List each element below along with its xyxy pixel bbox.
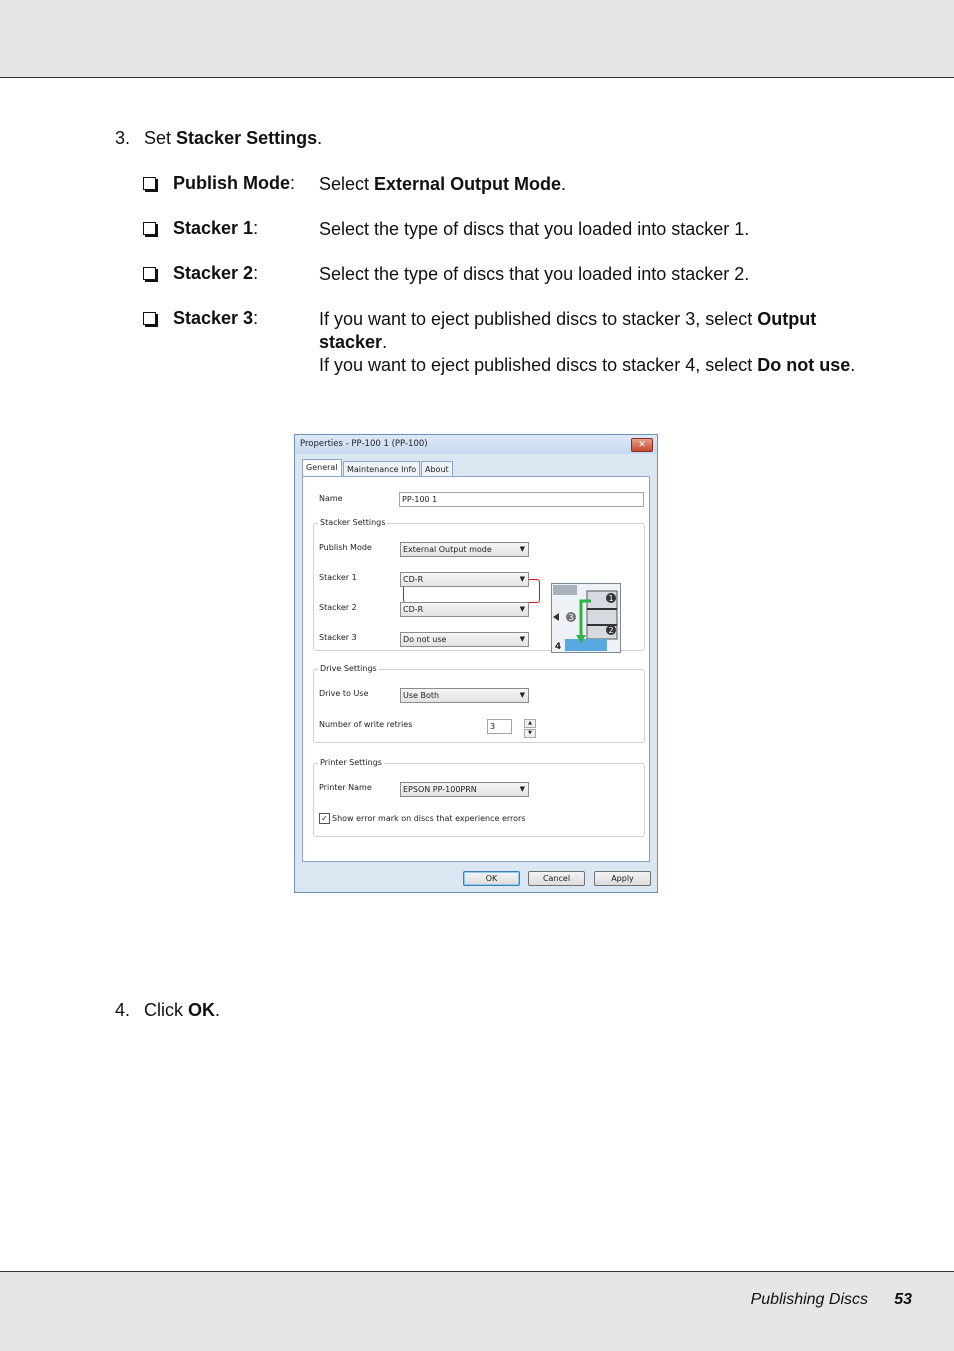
page-header-band <box>0 0 954 78</box>
printer-settings-group <box>313 758 645 837</box>
diagram-number: 3 <box>568 613 574 622</box>
stacker2-select[interactable]: CD-R ▼ <box>400 602 529 617</box>
tab-maintenance-info[interactable]: Maintenance Info <box>343 461 420 477</box>
drive-to-use-label: Drive to Use <box>319 689 369 698</box>
printer-name-label: Printer Name <box>319 783 372 792</box>
setting-label: Stacker 1: <box>173 218 259 238</box>
write-retries-input[interactable]: 3 <box>487 719 512 734</box>
retries-spinner[interactable] <box>524 719 535 736</box>
dialog-titlebar <box>295 435 657 454</box>
step-text: Set <box>144 128 177 148</box>
stacker1-label: Stacker 1 <box>319 573 357 582</box>
chevron-down-icon: ▼ <box>519 545 525 553</box>
checkbox-bullet-icon <box>143 222 156 235</box>
apply-button[interactable]: Apply <box>594 871 651 886</box>
group-title: Drive Settings <box>320 664 377 673</box>
group-title: Stacker Settings <box>320 518 386 527</box>
setting-description: Select External Output Mode. <box>319 174 567 194</box>
spin-down-icon[interactable]: ▼ <box>524 729 536 738</box>
stacker-diagram <box>551 583 621 653</box>
chevron-down-icon: ▼ <box>519 691 525 699</box>
name-input[interactable]: PP-100 1 <box>399 492 644 507</box>
publish-mode-label: Publish Mode <box>319 543 372 552</box>
step-text-end: . <box>317 128 323 148</box>
step-bold-text: OK <box>188 1000 215 1020</box>
stacker3-label: Stacker 3 <box>319 633 357 642</box>
step-4 <box>115 1000 220 1021</box>
drive-to-use-select[interactable]: Use Both ▼ <box>400 688 529 703</box>
ok-button[interactable]: OK <box>463 871 520 886</box>
cancel-button[interactable]: Cancel <box>528 871 585 886</box>
checkbox-bullet-icon <box>143 177 156 190</box>
stacker3-select[interactable]: Do not use ▼ <box>400 632 529 647</box>
step-number: 4. <box>115 1000 131 1020</box>
diagram-number: 1 <box>608 594 614 603</box>
properties-dialog <box>294 434 658 893</box>
name-label: Name <box>319 494 343 503</box>
dialog-title: Properties - PP-100 1 (PP-100) <box>300 439 428 449</box>
printer-name-select[interactable]: EPSON PP-100PRN ▼ <box>400 782 529 797</box>
close-icon[interactable]: ✕ <box>631 438 653 452</box>
checkbox-bullet-icon <box>143 312 156 325</box>
spin-up-icon[interactable]: ▲ <box>524 719 536 728</box>
step-text: Click <box>144 1000 188 1020</box>
tab-about[interactable]: About <box>421 461 453 477</box>
show-error-label: Show error mark on discs that experience errors <box>332 814 526 823</box>
setting-description: Select the type of discs that you loaded into stacker 1. <box>319 219 750 239</box>
tab-general[interactable]: General <box>302 459 342 478</box>
drive-settings-group <box>313 664 645 743</box>
step-text-end: . <box>215 1000 221 1020</box>
setting-label: Publish Mode: <box>173 173 296 193</box>
setting-description: If you want to eject published discs to stacker 3, select Output stacker. If you want to eject published discs to stacker 4, select Do not use. <box>319 309 856 375</box>
checkbox-bullet-icon <box>143 267 156 280</box>
diagram-number: 2 <box>608 626 614 635</box>
chevron-down-icon: ▼ <box>519 575 525 583</box>
step-number: 3. <box>115 128 131 148</box>
page-number: 53 <box>894 1291 912 1308</box>
chevron-down-icon: ▼ <box>519 635 525 643</box>
setting-description: Select the type of discs that you loaded into stacker 2. <box>319 264 750 284</box>
publish-mode-select[interactable]: External Output mode ▼ <box>400 542 529 557</box>
page-footer-band <box>0 1271 954 1351</box>
footer-section-title: Publishing Discs <box>750 1291 868 1308</box>
step-bold-text: Stacker Settings <box>176 128 318 148</box>
diagram-number: 4 <box>554 642 562 652</box>
setting-label: Stacker 3: <box>173 308 259 328</box>
general-panel <box>302 476 650 862</box>
chevron-down-icon: ▼ <box>519 605 525 613</box>
chevron-down-icon: ▼ <box>519 785 525 793</box>
show-error-checkbox[interactable]: ✓ <box>319 813 330 824</box>
stacker2-label: Stacker 2 <box>319 603 357 612</box>
group-title: Printer Settings <box>320 758 382 767</box>
step-3 <box>115 128 322 149</box>
setting-label: Stacker 2: <box>173 263 259 283</box>
write-retries-label: Number of write retries <box>319 720 413 729</box>
stacker1-select[interactable]: CD-R ▼ <box>400 572 529 587</box>
